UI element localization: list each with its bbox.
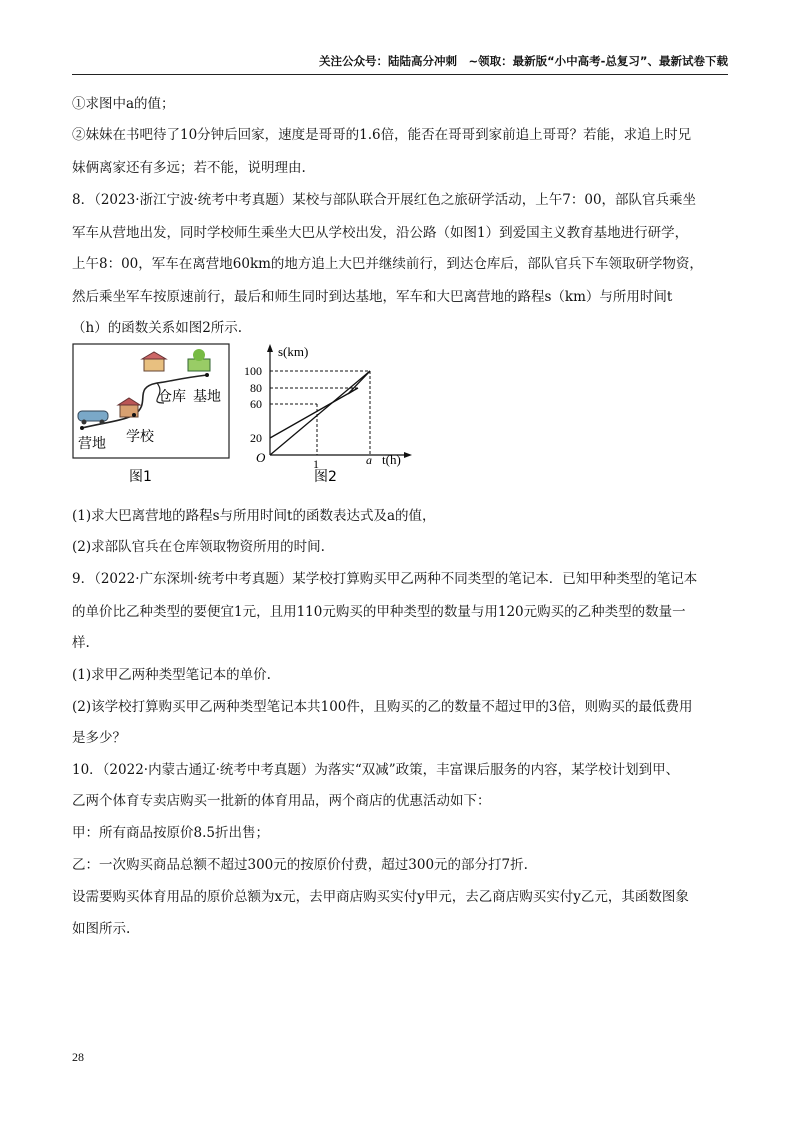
x-tick-label: a (366, 453, 372, 467)
y-tick-label: 60 (250, 397, 262, 411)
y-tick-label: 80 (250, 381, 262, 395)
figure1-caption: 图1 (129, 469, 152, 485)
origin-label: O (256, 450, 266, 465)
label-school: 学校 (126, 429, 154, 445)
text-line: 是多少？ (72, 730, 126, 746)
text-line: (1)求甲乙两种类型笔记本的单价. (72, 667, 271, 683)
car-icon (78, 411, 108, 425)
text-line: ①求图中a的值； (72, 96, 175, 112)
text-line: 然后乘坐军车按原速前行，最后和师生同时到达基地，军车和大巴离营地的路程s（km）与所用时间t (72, 289, 673, 305)
text-line: 乙两个体育专卖店购买一批新的体育用品，两个商店的优惠活动如下： (72, 793, 491, 809)
text-line: 的单价比乙种类型的要便宜1元，且用110元购买的甲种类型的数量与用120元购买的乙种类型的数量一 (72, 604, 686, 620)
text-line: ②妹妹在书吧待了10分钟后回家，速度是哥哥的1.6倍，能否在哥哥到家前追上哥哥？若能，求追上时兄 (72, 127, 692, 143)
x-tick-label: 1 (313, 457, 319, 471)
text-line: （h）的函数关系如图2所示. (72, 320, 243, 336)
x-axis-label: t(h) (382, 452, 401, 467)
y-axis-label: s(km) (278, 344, 309, 359)
text-line: 样. (72, 635, 90, 651)
page-header: 关注公众号：陆陆高分冲刺 ~领取：最新版“小中高考-总复习”、最新试卷下载 (72, 52, 728, 75)
text-line: 如图所示. (72, 921, 131, 937)
label-warehouse: 仓库 (158, 389, 186, 405)
figure2-graph (240, 340, 420, 490)
label-camp: 营地 (78, 436, 106, 452)
text-line: 军车从营地出发，同时学校师生乘坐大巴从学校出发，沿公路（如图1）到爱国主义教育基地进行研学， (72, 225, 689, 241)
figure2-caption: 图2 (314, 469, 337, 485)
text-line: 妹俩离家还有多远；若不能，说明理由. (72, 160, 306, 176)
text-line: 10．（2022·内蒙古通辽·统考中考真题）为落实“双减”政策，丰富课后服务的内容，某学校计划到甲、 (72, 762, 680, 778)
text-line: (2)求部队官兵在仓库领取物资所用的时间. (72, 539, 325, 555)
y-tick-label: 20 (250, 431, 262, 445)
text-line: 上午8：00，军车在离营地60km的地方追上大巴并继续前行，到达仓库后，部队官兵下车领取研学物资， (72, 256, 703, 272)
warehouse-icon (142, 352, 166, 371)
text-line: 设需要购买体育用品的原价总额为x元，去甲商店购买实付y甲元，去乙商店购买实付y乙元，其函数图象 (72, 889, 689, 905)
text-line: 甲：所有商品按原价8.5折出售； (72, 825, 269, 841)
school-building-icon (118, 398, 140, 417)
text-line: (2)该学校打算购买甲乙两种类型笔记本共100件，且购买的乙的数量不超过甲的3倍，则购买的最低费用 (72, 699, 693, 715)
page-number: 28 (72, 1050, 84, 1064)
figure1-route-diagram (72, 343, 232, 493)
base-icon (188, 349, 210, 371)
label-base: 基地 (193, 389, 221, 405)
y-tick-label: 100 (244, 364, 262, 378)
text-line: 乙：一次购买商品总额不超过300元的按原价付费，超过300元的部分打7折. (72, 857, 528, 873)
text-line: (1)求大巴离营地的路程s与所用时间t的函数表达式及a的值， (72, 508, 436, 524)
text-line: 8．（2023·浙江宁波·统考中考真题）某校与部队联合开展红色之旅研学活动，上午7：00，部队官兵乘坐 (72, 192, 697, 208)
text-line: 9．（2022·广东深圳·统考中考真题）某学校打算购买甲乙两种不同类型的笔记本．已知甲种类型的笔记本 (72, 571, 698, 587)
